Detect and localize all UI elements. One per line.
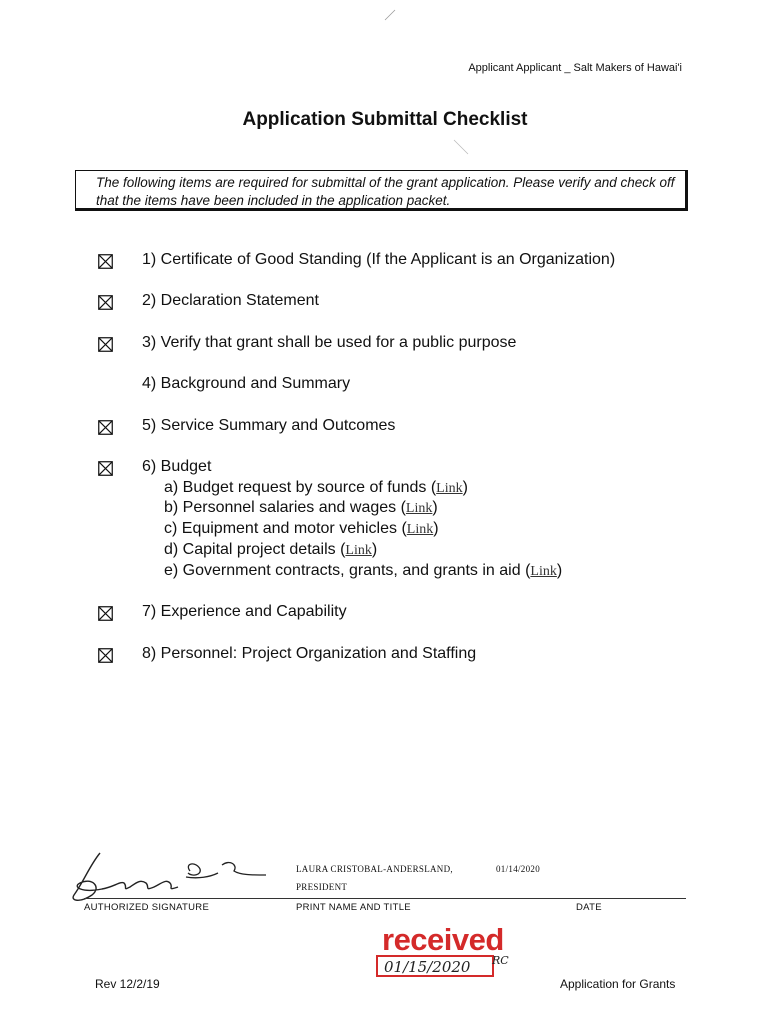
scan-artifact <box>383 8 397 22</box>
stamp-word: received <box>382 922 504 957</box>
authorized-signature-label: AUTHORIZED SIGNATURE <box>84 902 210 913</box>
date-label: DATE <box>576 902 602 913</box>
signature-line <box>84 898 686 899</box>
budget-subitem-label: c) Equipment and motor vehicles <box>164 520 397 537</box>
budget-subitem-label: e) Government contracts, grants, and grants in aid <box>164 562 521 579</box>
checkbox-checked-icon[interactable] <box>98 648 113 663</box>
print-name-value: LAURA CRISTOBAL-ANDERSLAND, <box>296 864 453 874</box>
print-name-label: PRINT NAME AND TITLE <box>296 902 411 913</box>
checklist-item-label: 5) Service Summary and Outcomes <box>142 417 396 434</box>
checkbox-checked-icon[interactable] <box>98 606 113 621</box>
budget-subitem-link[interactable]: Link <box>406 522 434 537</box>
checkbox-checked-icon[interactable] <box>98 295 113 310</box>
budget-subitem-link[interactable]: Link <box>345 543 372 558</box>
budget-subitem: a) Budget request by source of funds (Link) <box>164 479 468 496</box>
budget-subitem-label: d) Capital project details <box>164 541 336 558</box>
checklist-item-label: 7) Experience and Capability <box>142 603 347 620</box>
instructions-text: The following items are required for submittal of the grant application. Please verify and check off that the items have been included in the application packet. <box>96 175 675 208</box>
checkbox-checked-icon[interactable] <box>98 461 113 476</box>
checkbox-checked-icon[interactable] <box>98 337 113 352</box>
date-value: 01/14/2020 <box>496 864 541 874</box>
received-stamp <box>374 924 514 984</box>
print-title-value: PRESIDENT <box>296 882 348 892</box>
budget-subitem: c) Equipment and motor vehicles (Link) <box>164 520 439 537</box>
budget-subitem-link[interactable]: Link <box>436 481 463 496</box>
checklist-item-label: 8) Personnel: Project Organization and Staffing <box>142 645 477 662</box>
budget-subitem: e) Government contracts, grants, and grants in aid (Link) <box>164 562 563 579</box>
scan-artifact <box>452 138 472 158</box>
checklist-item-label: 2) Declaration Statement <box>142 292 319 309</box>
applicant-header: Applicant Applicant _ Salt Makers of Hawai'i <box>468 62 682 74</box>
budget-subitem-link[interactable]: Link <box>405 501 433 516</box>
budget-subitem-label: a) Budget request by source of funds <box>164 479 427 496</box>
budget-subitem: b) Personnel salaries and wages (Link) <box>164 499 438 516</box>
form-name: Application for Grants <box>560 977 676 991</box>
budget-subitem-link[interactable]: Link <box>530 564 557 579</box>
checklist-item-label: 3) Verify that grant shall be used for a public purpose <box>142 334 517 351</box>
budget-subitem-label: b) Personnel salaries and wages <box>164 499 397 516</box>
checklist-item-label: 6) Budget <box>142 458 212 475</box>
page-title: Application Submittal Checklist <box>242 109 528 130</box>
budget-subitem: d) Capital project details (Link) <box>164 541 378 558</box>
stamp-date: 01/15/2020 <box>384 958 471 976</box>
instructions-box <box>75 170 688 211</box>
checklist-item-label: 1) Certificate of Good Standing (If the Applicant is an Organization) <box>142 251 616 268</box>
checklist-item-label: 4) Background and Summary <box>142 375 351 392</box>
checkbox-checked-icon[interactable] <box>98 254 113 269</box>
revision-note: Rev 12/2/19 <box>95 977 160 991</box>
checkbox-checked-icon[interactable] <box>98 420 113 435</box>
stamp-date-box <box>376 955 494 977</box>
stamp-initials: RC <box>492 954 509 967</box>
